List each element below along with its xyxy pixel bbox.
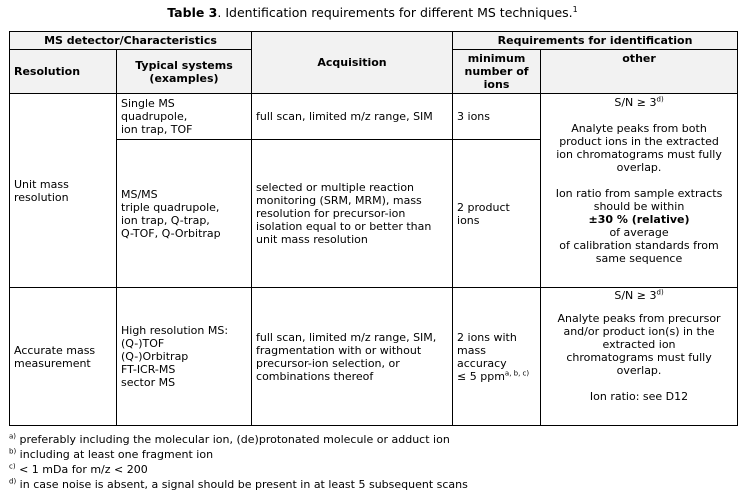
cell-single-ms-ions: 3 ions [453, 94, 541, 140]
unit-ratio-line: of average [609, 226, 669, 239]
unit-peaks-line: product ions in the extracted [559, 135, 719, 148]
unit-sn [545, 96, 733, 109]
accurate-peaks-line: chromatograms must fully [566, 351, 712, 364]
footnote-c [9, 462, 468, 477]
cell-msms-ions [453, 140, 541, 288]
cell-unit-resolution: Unit mass resolution [10, 94, 117, 288]
msms-acq-line: isolation equal to or better than [256, 220, 432, 233]
footnote-text: in case noise is absent, a signal should be present in at least 5 subsequent scans [16, 478, 468, 491]
cell-single-ms-systems [117, 94, 252, 140]
cell-msms-systems [117, 140, 252, 288]
msms-ions-line: ions [457, 213, 480, 227]
cell-accurate-acquisition [252, 288, 453, 426]
accurate-acq-line: combinations thereof [256, 369, 374, 383]
footnote-text: including at least one fragment ion [16, 448, 214, 461]
unit-sn-text: S/N ≥ 3 [614, 96, 657, 109]
accurate-ions-line: mass [457, 343, 486, 357]
unit-peaks-line: overlap. [616, 161, 662, 174]
accurate-ratio: Ion ratio: see D12 [589, 390, 689, 403]
accurate-sn [545, 289, 733, 302]
cell-accurate-resolution [10, 288, 117, 426]
unit-peaks-line: ion chromatograms must fully [556, 148, 722, 161]
footnote-text: < 1 mDa for m/z < 200 [15, 463, 148, 476]
footnote-mark: c) [9, 462, 16, 471]
cell-accurate-systems [117, 288, 252, 426]
accurate-peaks-line: Analyte peaks from precursor [557, 312, 721, 325]
footnote-b [9, 447, 468, 462]
accurate-ions-ppm [457, 370, 536, 383]
cell-accurate-other [541, 288, 738, 426]
header-acquisition: Acquisition [252, 32, 453, 94]
accurate-acq-line: full scan, limited m/z range, SIM, [256, 330, 437, 344]
accurate-peaks-line: and/or product ion(s) in the [563, 325, 715, 338]
header-resolution: Resolution [10, 50, 117, 94]
msms-system-line: MS/MS [121, 187, 158, 201]
msms-acq-line: selected or multiple reaction [256, 181, 415, 194]
accurate-system-line: FT-ICR-MS [121, 363, 176, 376]
accurate-resolution-line: Accurate mass [14, 343, 96, 357]
footnote-mark: a) [9, 432, 17, 441]
msms-acq-line: resolution for precursor-ion [256, 207, 406, 220]
accurate-acq-line: fragmentation with or without [256, 343, 422, 357]
footnote-d [9, 477, 468, 492]
accurate-sn-sup: d) [656, 288, 664, 297]
accurate-system-line: (Q-)TOF [121, 337, 165, 350]
single-system-line: ion trap, TOF [121, 123, 193, 136]
table-caption [0, 5, 745, 20]
unit-ratio-line: Ion ratio from sample extracts [555, 187, 723, 200]
accurate-resolution-line: measurement [14, 356, 91, 370]
msms-acq-line: unit mass resolution [256, 233, 368, 246]
caption-ref: 1 [572, 4, 578, 14]
cell-msms-acquisition [252, 140, 453, 288]
msms-system-line: triple quadrupole, [121, 200, 220, 214]
unit-ratio-line: should be within [593, 200, 685, 213]
msms-system-line: Q-TOF, Q-Orbitrap [121, 226, 221, 240]
accurate-system-line: (Q-)Orbitrap [121, 350, 189, 363]
unit-ratio-line: of calibration standards from [559, 239, 719, 252]
accurate-peaks-line: extracted ion [602, 338, 676, 351]
accurate-ppm-text: ≤ 5 ppm [457, 369, 505, 383]
footnote-text: preferably including the molecular ion, (de)protonated molecule or adduct ion [16, 433, 450, 446]
single-system-line: Single MS [121, 97, 175, 110]
unit-ratio-bold: ±30 % (relative) [588, 213, 690, 226]
footnote-a [9, 432, 468, 447]
accurate-system-line: High resolution MS: [121, 324, 229, 337]
unit-peaks-line: Analyte peaks from both [571, 122, 707, 135]
accurate-peaks-line: overlap. [616, 364, 662, 377]
footnote-mark: b) [9, 447, 17, 456]
header-other: other [541, 50, 738, 94]
single-system-line: quadrupole, [121, 110, 188, 123]
header-typical-systems: Typical systems (examples) [117, 50, 252, 94]
msms-ions-line: 2 product [457, 200, 510, 214]
accurate-acq-line: precursor-ion selection, or [256, 356, 400, 370]
accurate-ppm-sup: a, b, c) [504, 368, 530, 377]
header-ms-detector: MS detector/Characteristics [10, 32, 252, 50]
cell-accurate-ions [453, 288, 541, 426]
msms-system-line: ion trap, Q-trap, [121, 213, 210, 227]
header-requirements: Requirements for identification [453, 32, 738, 50]
cell-unit-other [541, 94, 738, 288]
caption-label: Table 3 [167, 5, 218, 20]
caption-text: . Identification requirements for different MS techniques. [217, 5, 573, 20]
accurate-ions-line: 2 ions with [457, 330, 517, 344]
footnotes [9, 432, 468, 492]
unit-ratio-line: same sequence [595, 252, 683, 265]
accurate-ions-line: accuracy [457, 356, 507, 370]
cell-single-ms-acquisition: full scan, limited m/z range, SIM [252, 94, 453, 140]
footnote-mark: d) [9, 477, 17, 486]
accurate-system-line: sector MS [121, 376, 176, 389]
header-min-ions: minimum number of ions [453, 50, 541, 94]
identification-table [9, 31, 738, 426]
msms-acq-line: monitoring (SRM, MRM), mass [256, 194, 422, 207]
unit-sn-sup: d) [656, 95, 664, 104]
accurate-sn-text: S/N ≥ 3 [614, 289, 657, 302]
